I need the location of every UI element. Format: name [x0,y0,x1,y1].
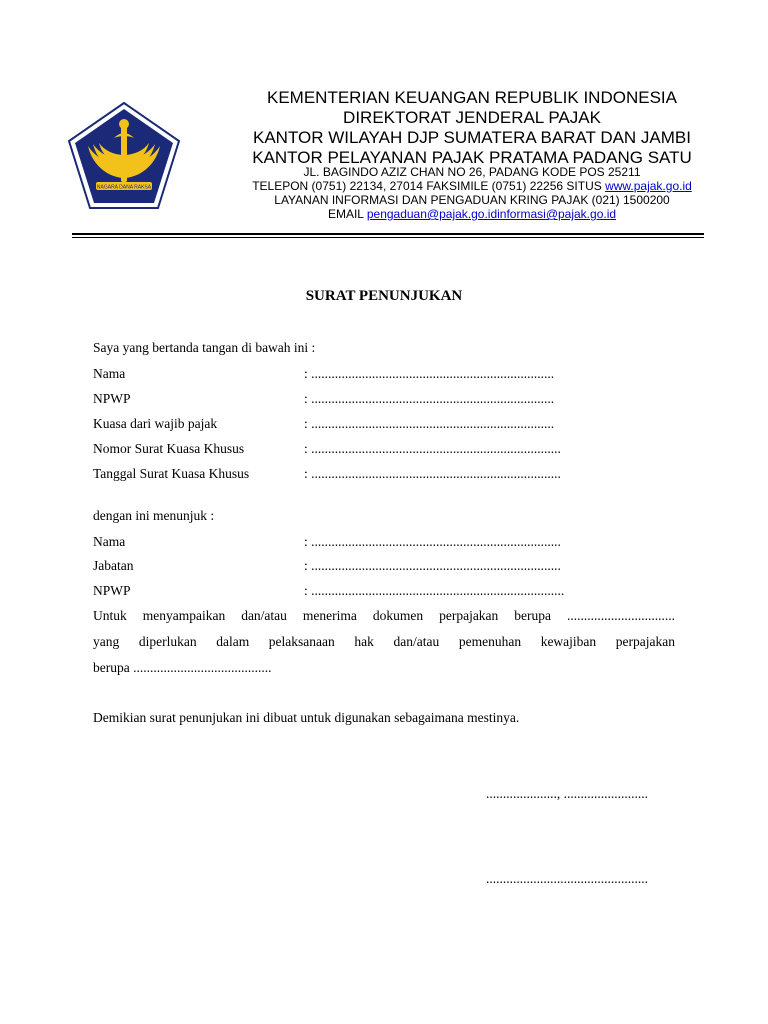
appoint-intro-text: dengan ini menunjuk : [93,508,215,523]
phone-fax-text: TELEPON (0751) 22134, 27014 FAKSIMILE (0751) 22256 SITUS [252,179,606,193]
email-label: EMAIL [327,207,367,221]
email-links[interactable]: pengaduan@pajak.go.idinformasi@pajak.go.id [366,207,617,221]
field-blank: : .......................................................................... [304,466,561,481]
field-blank: : ........................................................................ [304,391,555,406]
email-line [200,207,744,221]
field-blank: : ........................................................................ [304,416,555,431]
ministry-name: KEMENTERIAN KEUANGAN REPUBLIK INDONESIA [267,88,677,107]
document-title: SURAT PENUNJUKAN [305,288,463,304]
service-line: LAYANAN INFORMASI DAN PENGADUAN KRING PAJAK (021) 1500200 [274,193,670,207]
field-label: Kuasa dari wajib pajak [93,416,218,431]
header-rule-thick [72,233,704,235]
closing-statement: Demikian surat penunjukan ini dibuat untuk digunakan sebagaimana mestinya. [93,710,520,725]
ministry-of-finance-logo [66,100,182,212]
body-line: Untuk menyampaikan dan/atau menerima dokumen perpajakan berupa ................................ [93,608,675,623]
field-label: NPWP [93,391,131,406]
field-blank: : ........................................................................... [304,583,565,598]
field-blank: : .......................................................................... [304,441,561,456]
intro-text: Saya yang bertanda tangan di bawah ini : [93,340,316,355]
place-date-blank: ....................., ......................... [486,786,648,801]
regional-office-name: KANTOR WILAYAH DJP SUMATERA BARAT DAN JAMBI [253,128,691,147]
field-label: Nama [93,534,126,549]
office-address: JL. BAGINDO AZIZ CHAN NO 26, PADANG KODE POS 25211 [303,165,641,179]
body-line: yang diperlukan dalam pelaksanaan hak dan/atau pemenuhan kewajiban perpajakan [93,634,675,649]
field-label: Nomor Surat Kuasa Khusus [93,441,245,456]
tax-office-name: KANTOR PELAYANAN PAJAK PRATAMA PADANG SATU [252,148,692,167]
field-blank: : ........................................................................ [304,366,555,381]
body-line-last: berupa ......................................... [93,660,272,675]
website-link[interactable]: www.pajak.go.id [605,179,692,193]
field-label: Jabatan [93,558,134,573]
field-blank: : .......................................................................... [304,534,561,549]
field-blank: : .......................................................................... [304,558,561,573]
directorate-name: DIREKTORAT JENDERAL PAJAK [343,108,601,127]
logo-caption: NAGARA DANA RAKSA [96,184,152,191]
header-rule-thin [72,237,704,238]
contact-line [200,179,744,193]
field-label: Tanggal Surat Kuasa Khusus [93,466,250,481]
field-label: Nama [93,366,126,381]
signature-blank: ................................................ [486,871,648,886]
field-label: NPWP [93,583,131,598]
